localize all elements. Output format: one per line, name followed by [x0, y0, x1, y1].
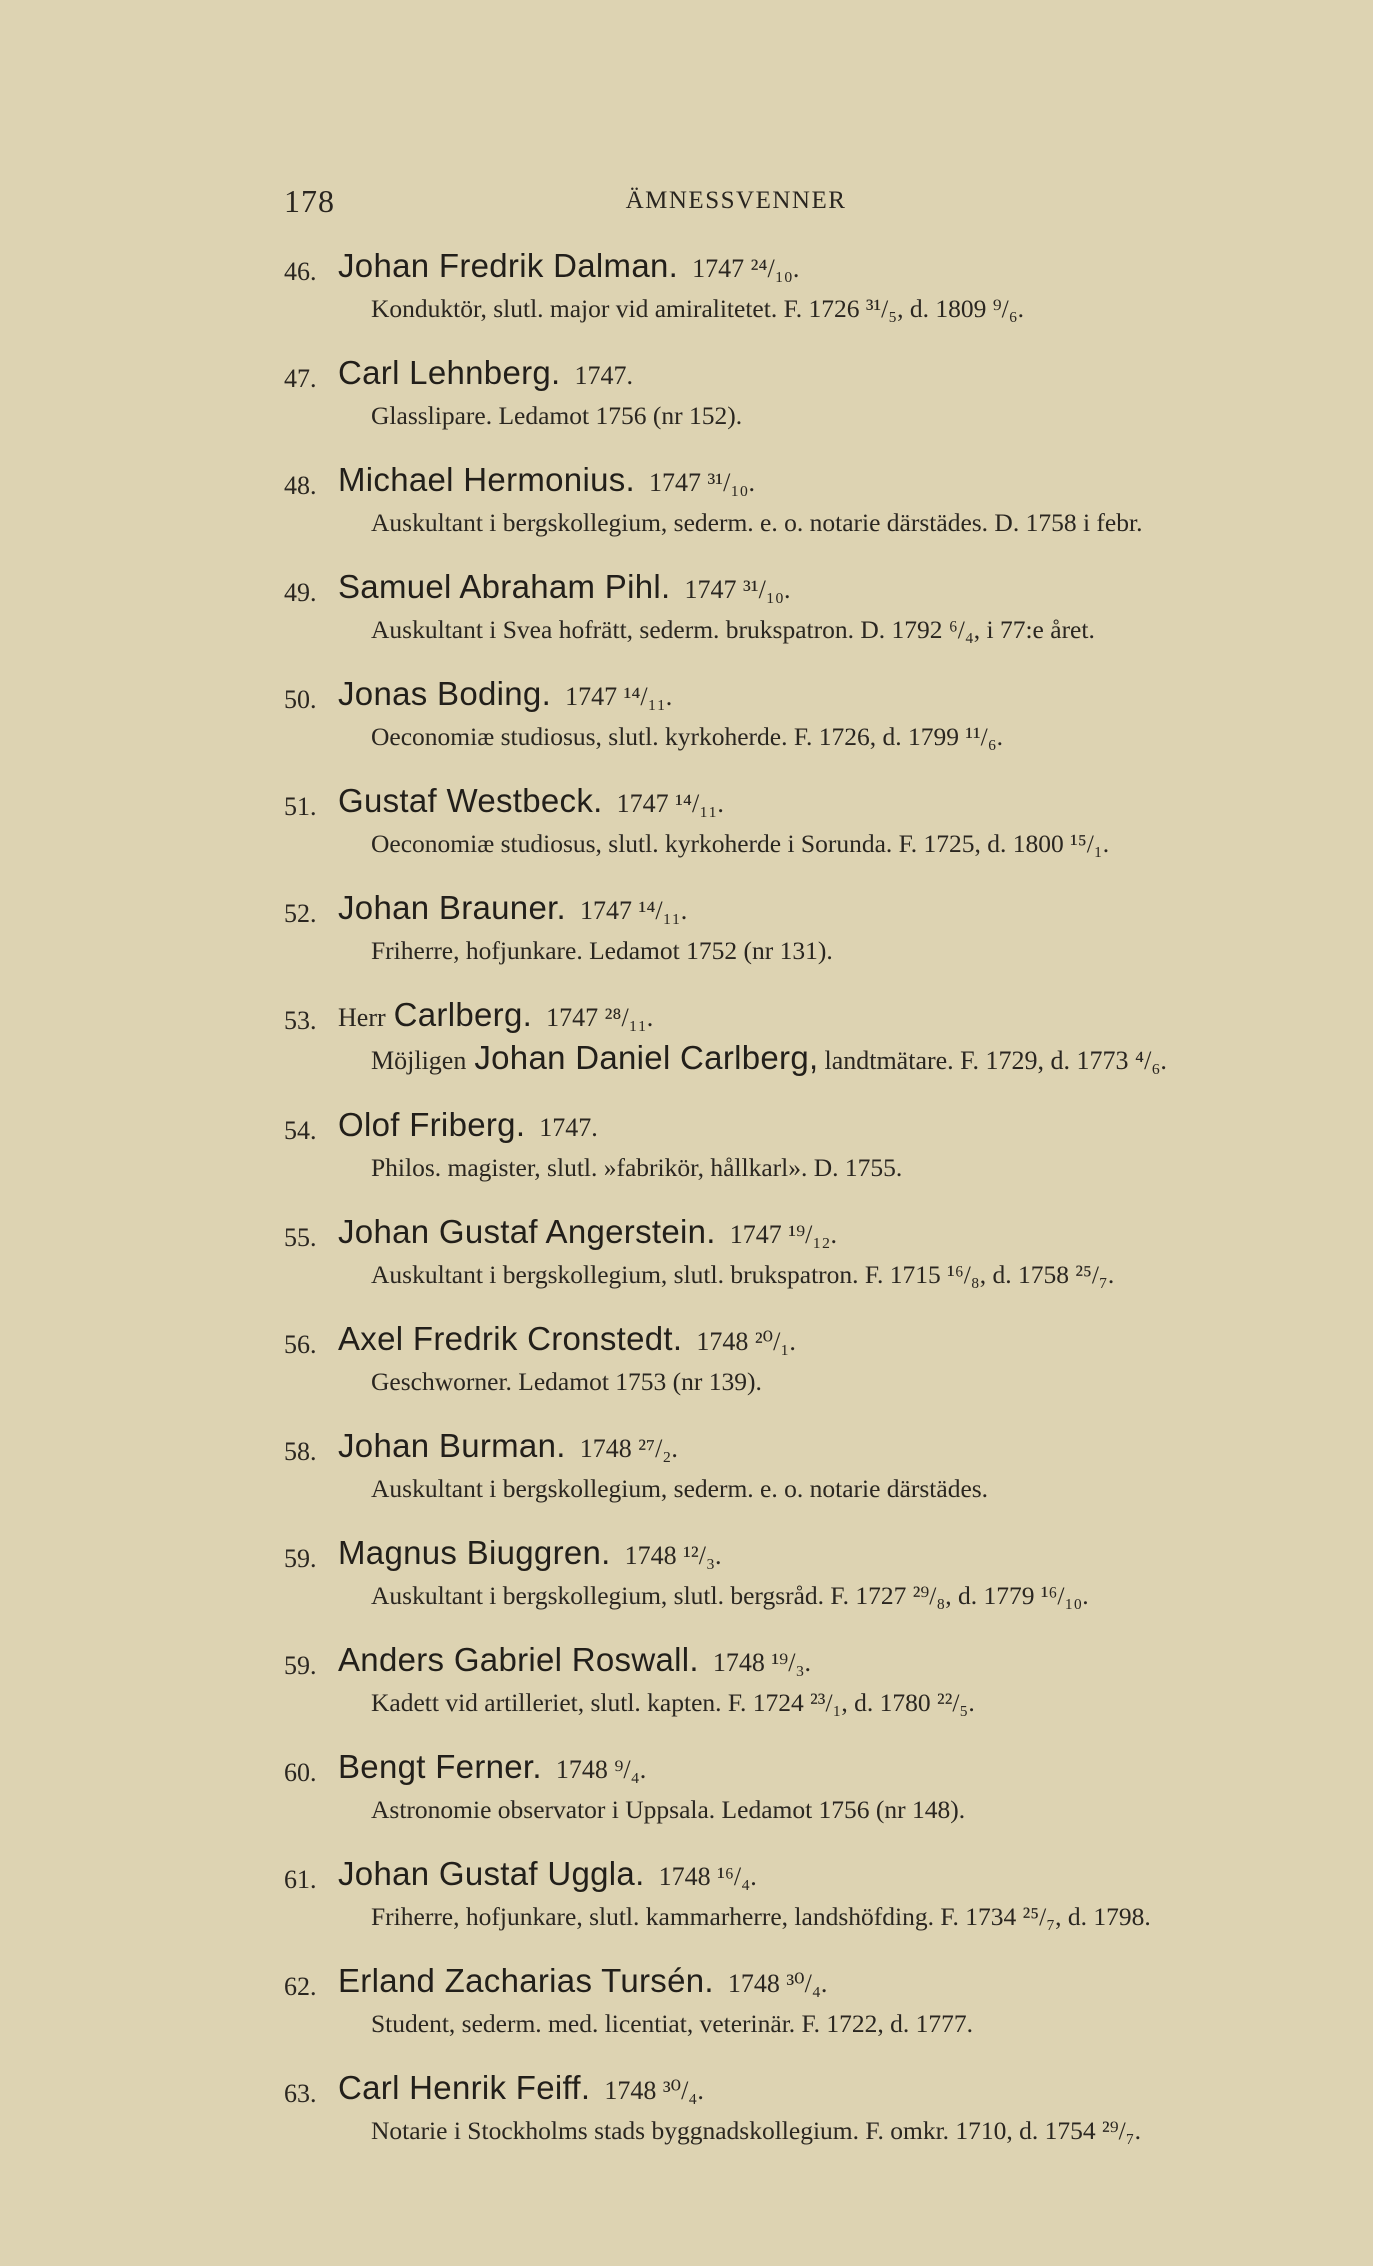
register-entry — [0, 461, 1373, 568]
entry-date: 1747 ¹⁹/₁₂. — [729, 1220, 837, 1249]
entry-name: Carlberg. — [393, 996, 533, 1033]
description-text: landtmätare. F. 1729, d. 1773 ⁴/₆. — [824, 1046, 1167, 1075]
register-entry — [0, 1320, 1373, 1427]
entry-number: 54. — [284, 1116, 317, 1145]
entry-spacer — [0, 968, 1373, 996]
entry-date: 1748 ³⁰/₄. — [727, 1969, 828, 1998]
entry-date: 1747. — [539, 1113, 598, 1142]
register-entry — [0, 1106, 1373, 1213]
entry-number: 58. — [284, 1437, 317, 1466]
entry-heading — [338, 354, 633, 392]
entry-name: Carl Lehnberg. — [338, 354, 561, 391]
entry-heading — [338, 247, 799, 285]
page-header — [284, 183, 1284, 227]
entry-description: Auskultant i bergskollegium, sederm. e. o. notarie därstädes. — [371, 1474, 989, 1503]
entry-heading — [338, 1641, 811, 1679]
entry-name: Anders Gabriel Roswall. — [338, 1641, 699, 1678]
entry-heading — [338, 2069, 704, 2107]
register-entry — [0, 675, 1373, 782]
entry-description: Glasslipare. Ledamot 1756 (nr 152). — [371, 401, 743, 430]
entry-number: 49. — [284, 578, 317, 607]
entry-title-line — [0, 568, 1373, 612]
register-entry — [0, 1748, 1373, 1855]
entry-date: 1748 ³⁰/₄. — [604, 2076, 704, 2105]
entry-date: 1747 ²⁸/₁₁. — [546, 1003, 654, 1032]
entry-number: 61. — [284, 1865, 317, 1894]
entry-title-line — [0, 2069, 1373, 2113]
entry-date: 1747 ²⁴/₁₀. — [692, 254, 800, 283]
entry-description: Auskultant i bergskollegium, slutl. bergsråd. F. 1727 ²⁹/₈, d. 1779 ¹⁶/₁₀. — [371, 1581, 1089, 1610]
entry-spacer — [0, 1934, 1373, 1962]
entry-heading — [338, 1427, 678, 1465]
entry-title-line — [0, 1106, 1373, 1150]
entry-name: Johan Fredrik Dalman. — [338, 247, 679, 284]
register-entry — [0, 568, 1373, 675]
entry-description: Konduktör, slutl. major vid amiralitetet. F. 1726 ³¹/₅, d. 1809 ⁹/₆. — [371, 294, 1024, 323]
page-number: 178 — [284, 183, 335, 219]
register-entry — [0, 1641, 1373, 1748]
entry-title-line — [0, 1641, 1373, 1685]
entry-title-line — [0, 1320, 1373, 1364]
entry-name: Samuel Abraham Pihl. — [338, 568, 671, 605]
entry-date: 1747 ¹⁴/₁₁. — [565, 682, 673, 711]
entry-date: 1748 ²⁷/₂. — [579, 1434, 678, 1463]
entry-prefix: Herr — [338, 1003, 386, 1032]
register-entry — [0, 1427, 1373, 1534]
entry-number: 59. — [284, 1651, 317, 1680]
entry-name: Michael Hermonius. — [338, 461, 636, 498]
register-entry — [0, 1855, 1373, 1962]
entry-spacer — [0, 861, 1373, 889]
entry-heading — [338, 1962, 827, 2000]
entry-heading — [338, 1213, 837, 1251]
entry-number: 52. — [284, 899, 317, 928]
register-entry — [0, 1962, 1373, 2069]
register-entry — [0, 1534, 1373, 1641]
entry-name: Bengt Ferner. — [338, 1748, 542, 1785]
entry-number: 47. — [284, 364, 317, 393]
entry-description: Astronomie observator i Uppsala. Ledamot 1756 (nr 148). — [371, 1795, 966, 1824]
entry-number: 60. — [284, 1758, 317, 1787]
entry-description — [371, 1040, 1269, 1078]
entry-list — [0, 247, 1373, 2176]
description-name: Johan Daniel Carlberg, — [474, 1039, 819, 1076]
entry-spacer — [0, 647, 1373, 675]
register-entry — [0, 996, 1373, 1106]
entry-description: Auskultant i bergskollegium, sederm. e. o. notarie därstädes. D. 1758 i febr. — [371, 508, 1143, 537]
entry-spacer — [0, 1292, 1373, 1320]
entry-description: Philos. magister, slutl. »fabrikör, hållkarl». D. 1755. — [371, 1153, 903, 1182]
entry-date: 1747 ³¹/₁₀. — [649, 468, 755, 497]
running-head: ÄMNESSVENNER — [625, 187, 847, 214]
entry-title-line — [0, 889, 1373, 933]
entry-description: Notarie i Stockholms stads byggnadskollegium. F. omkr. 1710, d. 1754 ²⁹/₇. — [371, 2116, 1141, 2145]
entry-heading — [338, 1106, 598, 1144]
entry-description: Auskultant i bergskollegium, slutl. brukspatron. F. 1715 ¹⁶/₈, d. 1758 ²⁵/₇. — [371, 1260, 1115, 1289]
entry-title-line — [0, 675, 1373, 719]
entry-spacer — [0, 1720, 1373, 1748]
entry-name: Carl Henrik Feiff. — [338, 2069, 591, 2106]
entry-spacer — [0, 1827, 1373, 1855]
entry-number: 55. — [284, 1223, 317, 1252]
entry-title-line — [0, 1962, 1373, 2006]
entry-spacer — [0, 1185, 1373, 1213]
entry-spacer — [0, 1399, 1373, 1427]
entry-heading — [338, 675, 672, 713]
entry-spacer — [0, 1613, 1373, 1641]
entry-heading — [338, 1748, 646, 1786]
entry-spacer — [0, 1078, 1373, 1106]
register-entry — [0, 354, 1373, 461]
register-entry — [0, 889, 1373, 996]
entry-number: 53. — [284, 1006, 317, 1035]
entry-title-line — [0, 461, 1373, 505]
entry-number: 50. — [284, 685, 317, 714]
entry-title-line — [0, 1534, 1373, 1578]
entry-heading — [338, 1534, 722, 1572]
entry-spacer — [0, 1506, 1373, 1534]
entry-date: 1748 ¹⁶/₄. — [658, 1862, 757, 1891]
register-entry — [0, 782, 1373, 889]
entry-number: 51. — [284, 792, 317, 821]
register-entry — [0, 2069, 1373, 2176]
entry-description: Kadett vid artilleriet, slutl. kapten. F. 1724 ²³/₁, d. 1780 ²²/₅. — [371, 1688, 975, 1717]
entry-title-line — [0, 1748, 1373, 1792]
entry-name: Johan Burman. — [338, 1427, 566, 1464]
entry-heading — [338, 889, 687, 927]
entry-description: Geschworner. Ledamot 1753 (nr 139). — [371, 1367, 762, 1396]
entry-description: Friherre, hofjunkare, slutl. kammarherre, landshöfding. F. 1734 ²⁵/₇, d. 1798. — [371, 1902, 1151, 1931]
entry-title-line — [0, 354, 1373, 398]
register-entry — [0, 1213, 1373, 1320]
entry-spacer — [0, 2148, 1373, 2176]
entry-name: Johan Brauner. — [338, 889, 567, 926]
entry-description: Oeconomiæ studiosus, slutl. kyrkoherde. F. 1726, d. 1799 ¹¹/₆. — [371, 722, 1003, 751]
entry-heading — [338, 461, 755, 499]
entry-description: Oeconomiæ studiosus, slutl. kyrkoherde i Sorunda. F. 1725, d. 1800 ¹⁵/₁. — [371, 829, 1110, 858]
entry-title-line — [0, 1427, 1373, 1471]
entry-spacer — [0, 540, 1373, 568]
entry-name: Jonas Boding. — [338, 675, 552, 712]
entry-name: Erland Zacharias Tursén. — [338, 1962, 714, 1999]
description-prefix: Möjligen — [371, 1046, 467, 1075]
entry-description: Auskultant i Svea hofrätt, sederm. brukspatron. D. 1792 ⁶/₄, i 77:e året. — [371, 615, 1095, 644]
entry-date: 1747 ³¹/₁₀. — [684, 575, 791, 604]
entry-date: 1747 ¹⁴/₁₁. — [580, 896, 688, 925]
entry-heading — [338, 1320, 796, 1358]
entry-name: Johan Gustaf Uggla. — [338, 1855, 645, 1892]
entry-number: 48. — [284, 471, 317, 500]
entry-name: Axel Fredrik Cronstedt. — [338, 1320, 683, 1357]
register-entry — [0, 247, 1373, 354]
entry-name: Johan Gustaf Angerstein. — [338, 1213, 716, 1250]
entry-number: 63. — [284, 2079, 317, 2108]
entry-description: Friherre, hofjunkare. Ledamot 1752 (nr 131). — [371, 936, 833, 965]
entry-date: 1748 ²⁰/₁. — [696, 1327, 796, 1356]
entry-spacer — [0, 326, 1373, 354]
entry-date: 1747. — [574, 361, 634, 390]
entry-date: 1748 ⁹/₄. — [555, 1755, 647, 1784]
entry-number: 62. — [284, 1972, 317, 2001]
entry-number: 59. — [284, 1544, 317, 1573]
entry-name: Olof Friberg. — [338, 1106, 526, 1143]
entry-heading — [338, 1855, 757, 1893]
entry-name: Magnus Biuggren. — [338, 1534, 611, 1571]
entry-heading — [338, 568, 790, 606]
entry-date: 1748 ¹⁹/₃. — [712, 1648, 812, 1677]
entry-title-line — [0, 247, 1373, 291]
entry-title-line — [0, 996, 1373, 1040]
entry-date: 1747 ¹⁴/₁₁. — [616, 789, 724, 818]
entry-description: Student, sederm. med. licentiat, veterinär. F. 1722, d. 1777. — [371, 2009, 974, 2038]
entry-date: 1748 ¹²/₃. — [624, 1541, 722, 1570]
entry-name: Gustaf Westbeck. — [338, 782, 603, 819]
entry-number: 56. — [284, 1330, 317, 1359]
entry-title-line — [0, 782, 1373, 826]
entry-spacer — [0, 2041, 1373, 2069]
entry-heading — [338, 996, 653, 1034]
entry-spacer — [0, 433, 1373, 461]
entry-title-line — [0, 1855, 1373, 1899]
entry-spacer — [0, 754, 1373, 782]
entry-number: 46. — [284, 257, 317, 286]
entry-title-line — [0, 1213, 1373, 1257]
entry-heading — [338, 782, 724, 820]
